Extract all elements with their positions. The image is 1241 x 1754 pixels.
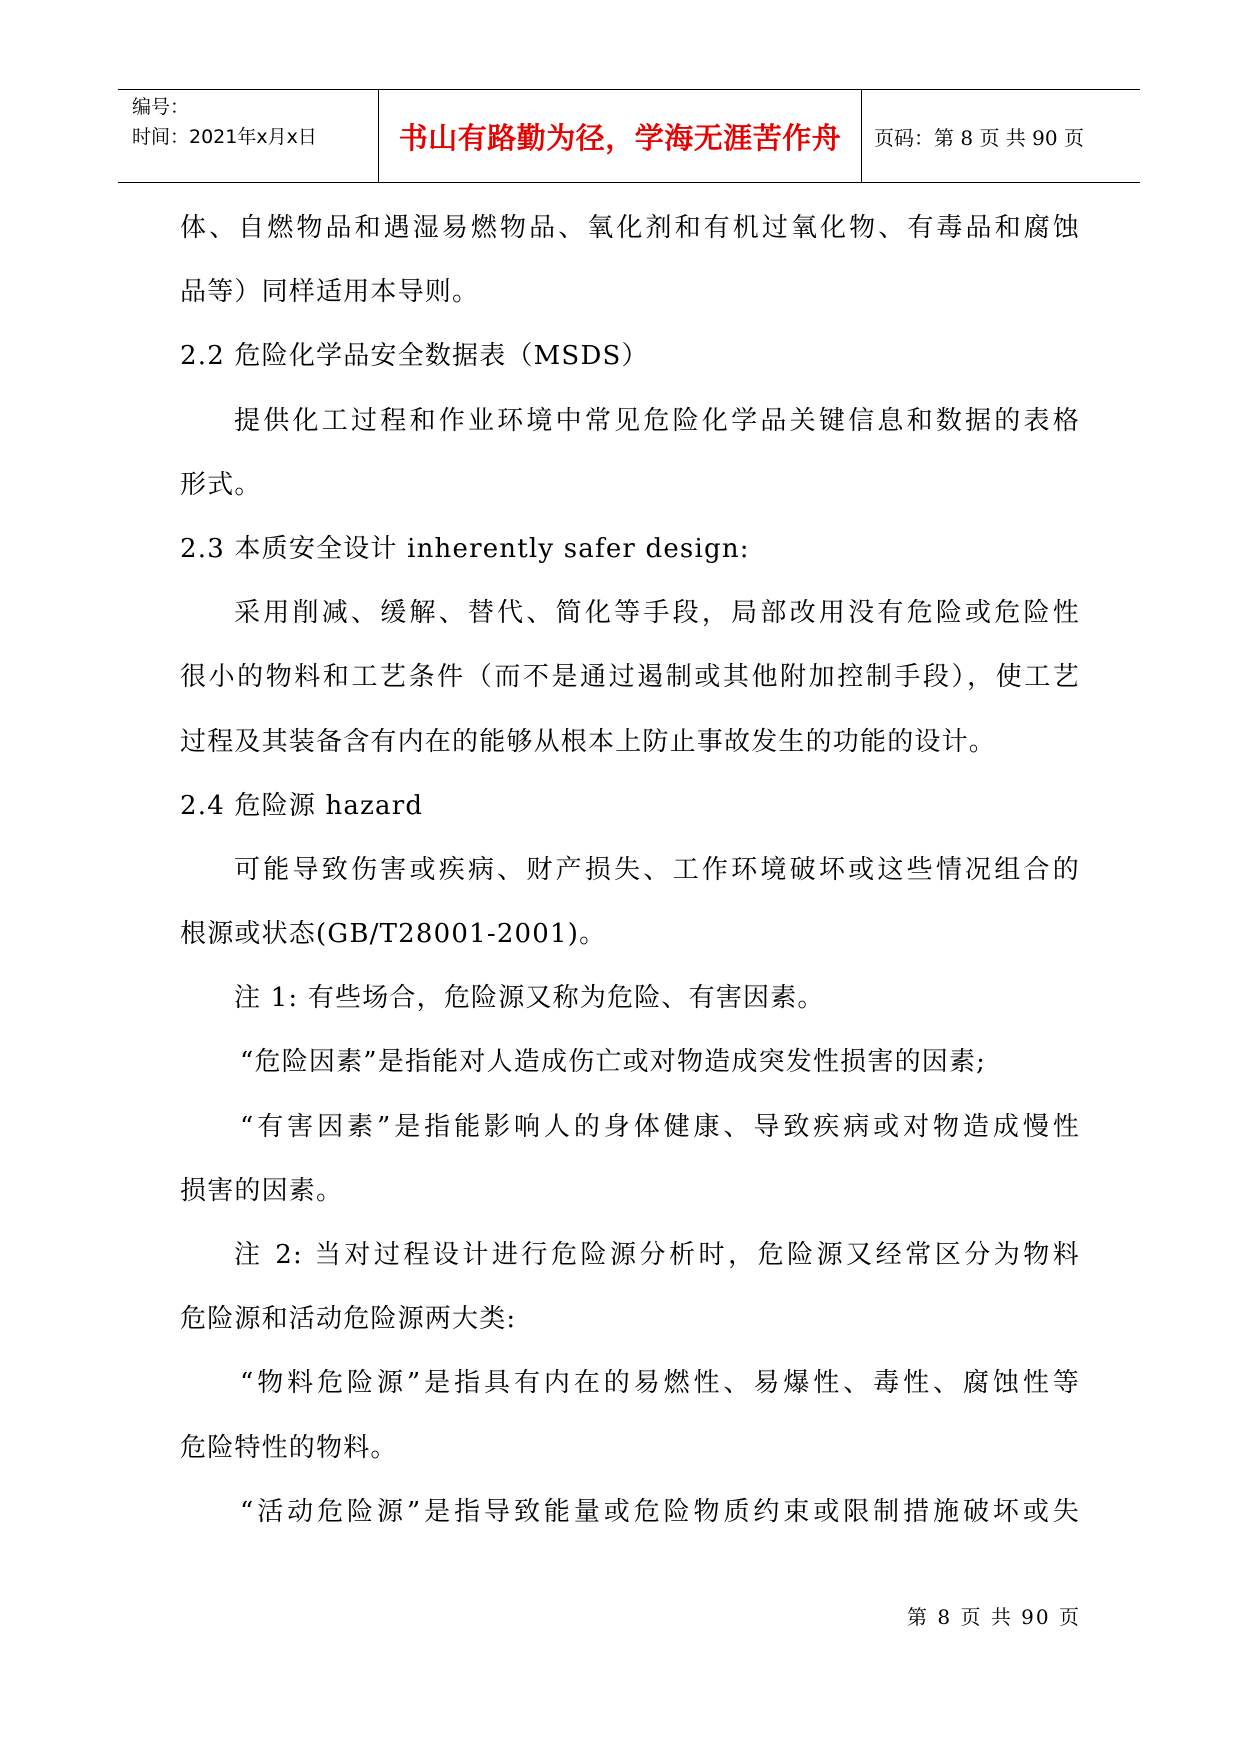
header-page-cell (862, 90, 1140, 182)
text-line: 危险源和活动危险源两大类: (180, 1304, 517, 1335)
text-line: “活动危险源”是指导致能量或危险物质约束或限制措施破坏或失 (240, 1496, 1080, 1527)
header-page-number: 页码：第 8 页 共 90 页 (874, 125, 1084, 150)
note-line: 注 2: 当对过程设计进行危险源分析时，危险源又经常区分为物料 (234, 1240, 1080, 1270)
text-line: 损害的因素。 (180, 1175, 344, 1206)
header-motto-cell (378, 90, 862, 182)
text-line: “危险因素”是指能对人造成伤亡或对物造成突发性损害的因素; (240, 1047, 987, 1078)
section-heading: 2.3 本质安全设计 inherently safer design: (180, 533, 750, 564)
document-number-label: 编号： (132, 96, 190, 118)
document-date: 时间：2021年x月x日 (132, 126, 317, 148)
text-line: 根源或状态(GB/T28001-2001)。 (180, 919, 607, 950)
text-line: 品等）同样适用本导则。 (180, 277, 480, 308)
text-line: 采用削减、缓解、替代、简化等手段，局部改用没有危险或危险性 (234, 598, 1080, 629)
document-body (180, 196, 1080, 1544)
text-line: “有害因素”是指能影响人的身体健康、导致疾病或对物造成慢性 (240, 1111, 1080, 1142)
text-line: 危险特性的物料。 (180, 1432, 398, 1463)
text-line: 可能导致伤害或疾病、财产损失、工作环境破坏或这些情况组合的 (234, 854, 1080, 885)
note-line: 注 1: 有些场合，危险源又称为危险、有害因素。 (234, 983, 825, 1014)
text-line: 过程及其装备含有内在的能够从根本上防止事故发生的功能的设计。 (180, 726, 997, 757)
text-line: 很小的物料和工艺条件（而不是通过遏制或其他附加控制手段），使工艺 (180, 662, 1080, 693)
header-meta (118, 90, 378, 182)
page-footer (907, 1601, 1081, 1630)
footer-page-number: 第 8 页 共 90 页 (907, 1605, 1081, 1629)
text-line: 形式。 (180, 469, 262, 500)
section-heading: 2.4 危险源 hazard (180, 790, 424, 821)
section-heading: 2.2 危险化学品安全数据表（MSDS） (180, 341, 649, 372)
text-line: 提供化工过程和作业环境中常见危险化学品关键信息和数据的表格 (234, 405, 1080, 436)
page-header (118, 89, 1140, 183)
motto-text: 书山有路勤为径，学海无涯苦作舟 (398, 120, 842, 155)
text-line: 体、自燃物品和遇湿易燃物品、氧化剂和有机过氧化物、有毒品和腐蚀 (180, 213, 1080, 243)
text-line: “物料危险源”是指具有内在的易燃性、易爆性、毒性、腐蚀性等 (240, 1368, 1080, 1399)
